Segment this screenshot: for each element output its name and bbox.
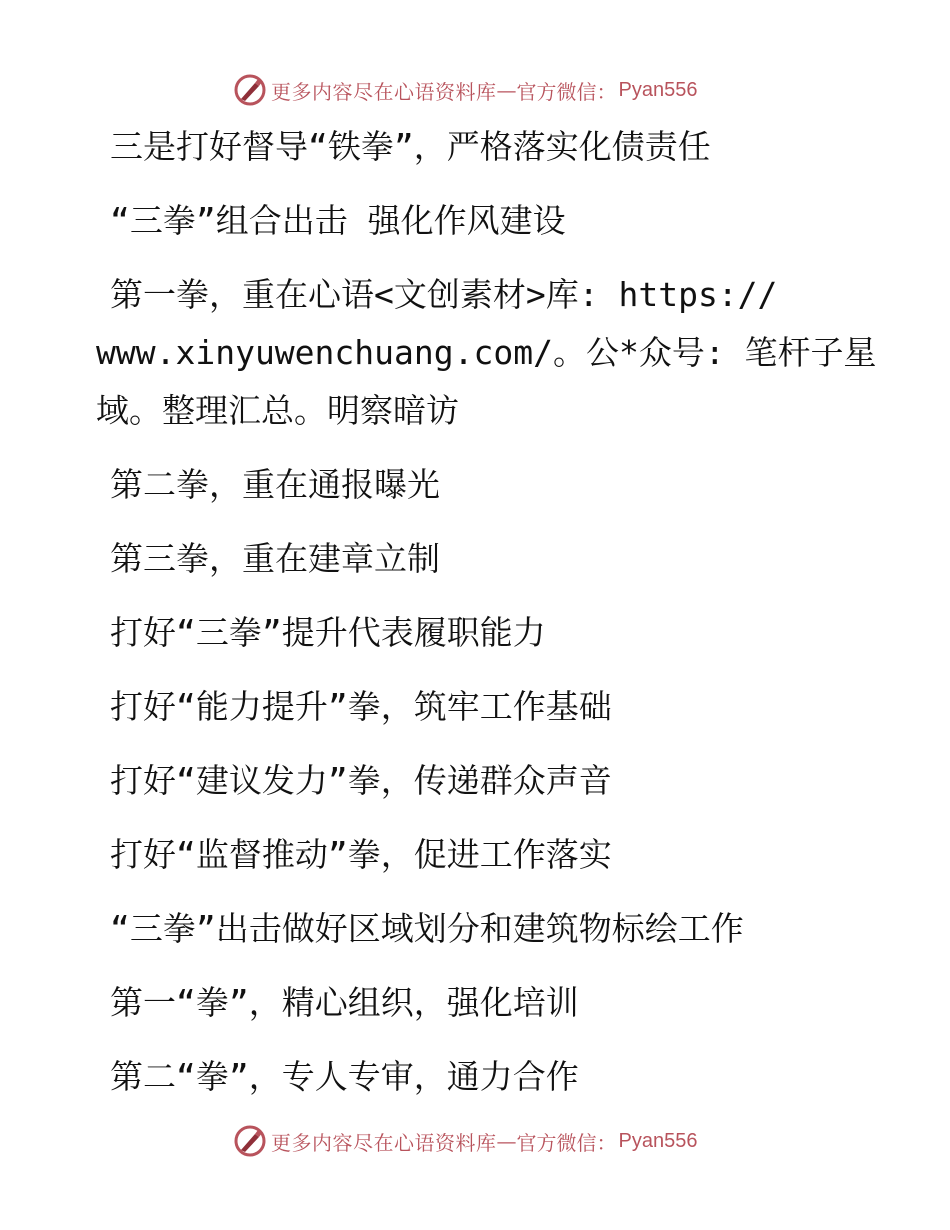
text-line: 打好“三拳”提升代表履职能力 bbox=[110, 613, 546, 652]
text-line: 第二拳，重在通报曝光 bbox=[110, 465, 440, 504]
watermark-text: 更多内容尽在心语资料库 bbox=[271, 79, 497, 104]
text-line: 打好“能力提升”拳，筑牢工作基础 bbox=[110, 687, 612, 726]
footer-watermark-banner bbox=[233, 1123, 697, 1159]
header-watermark-banner bbox=[233, 72, 697, 108]
text-line: “三拳”组合出击 强化作风建设 bbox=[110, 201, 566, 240]
watermark-official-label: 官方微信： bbox=[516, 79, 617, 104]
watermark-wechat-id: Pyan556 bbox=[618, 1129, 698, 1152]
text-line: 打好“建议发力”拳，传递群众声音 bbox=[110, 761, 612, 800]
watermark-official-label: 官方微信： bbox=[516, 1130, 617, 1155]
watermark-dash: — bbox=[496, 78, 517, 102]
text-line: 第一“拳”，精心组织，强化培训 bbox=[110, 983, 579, 1022]
text-line: 打好“监督推动”拳，促进工作落实 bbox=[110, 835, 612, 874]
pen-seal-logo-icon bbox=[233, 1124, 267, 1158]
text-line: 第一拳，重在心语<文创素材>库: https:// bbox=[110, 275, 778, 314]
text-line: 三是打好督导“铁拳”，严格落实化债责任 bbox=[110, 127, 711, 166]
text-line: www.xinyuwenchuang.com/。公*众号: 笔杆子星 bbox=[96, 333, 877, 372]
text-line: “三拳”出击做好区域划分和建筑物标绘工作 bbox=[110, 909, 744, 948]
text-line: 域。整理汇总。明察暗访 bbox=[96, 391, 459, 430]
pen-seal-logo-icon bbox=[233, 73, 267, 107]
watermark-text: 更多内容尽在心语资料库 bbox=[271, 1130, 497, 1155]
text-line: 第二“拳”，专人专审，通力合作 bbox=[110, 1057, 579, 1096]
watermark-dash: — bbox=[496, 1129, 517, 1153]
watermark-wechat-id: Pyan556 bbox=[618, 78, 698, 101]
text-line: 第三拳，重在建章立制 bbox=[110, 539, 440, 578]
